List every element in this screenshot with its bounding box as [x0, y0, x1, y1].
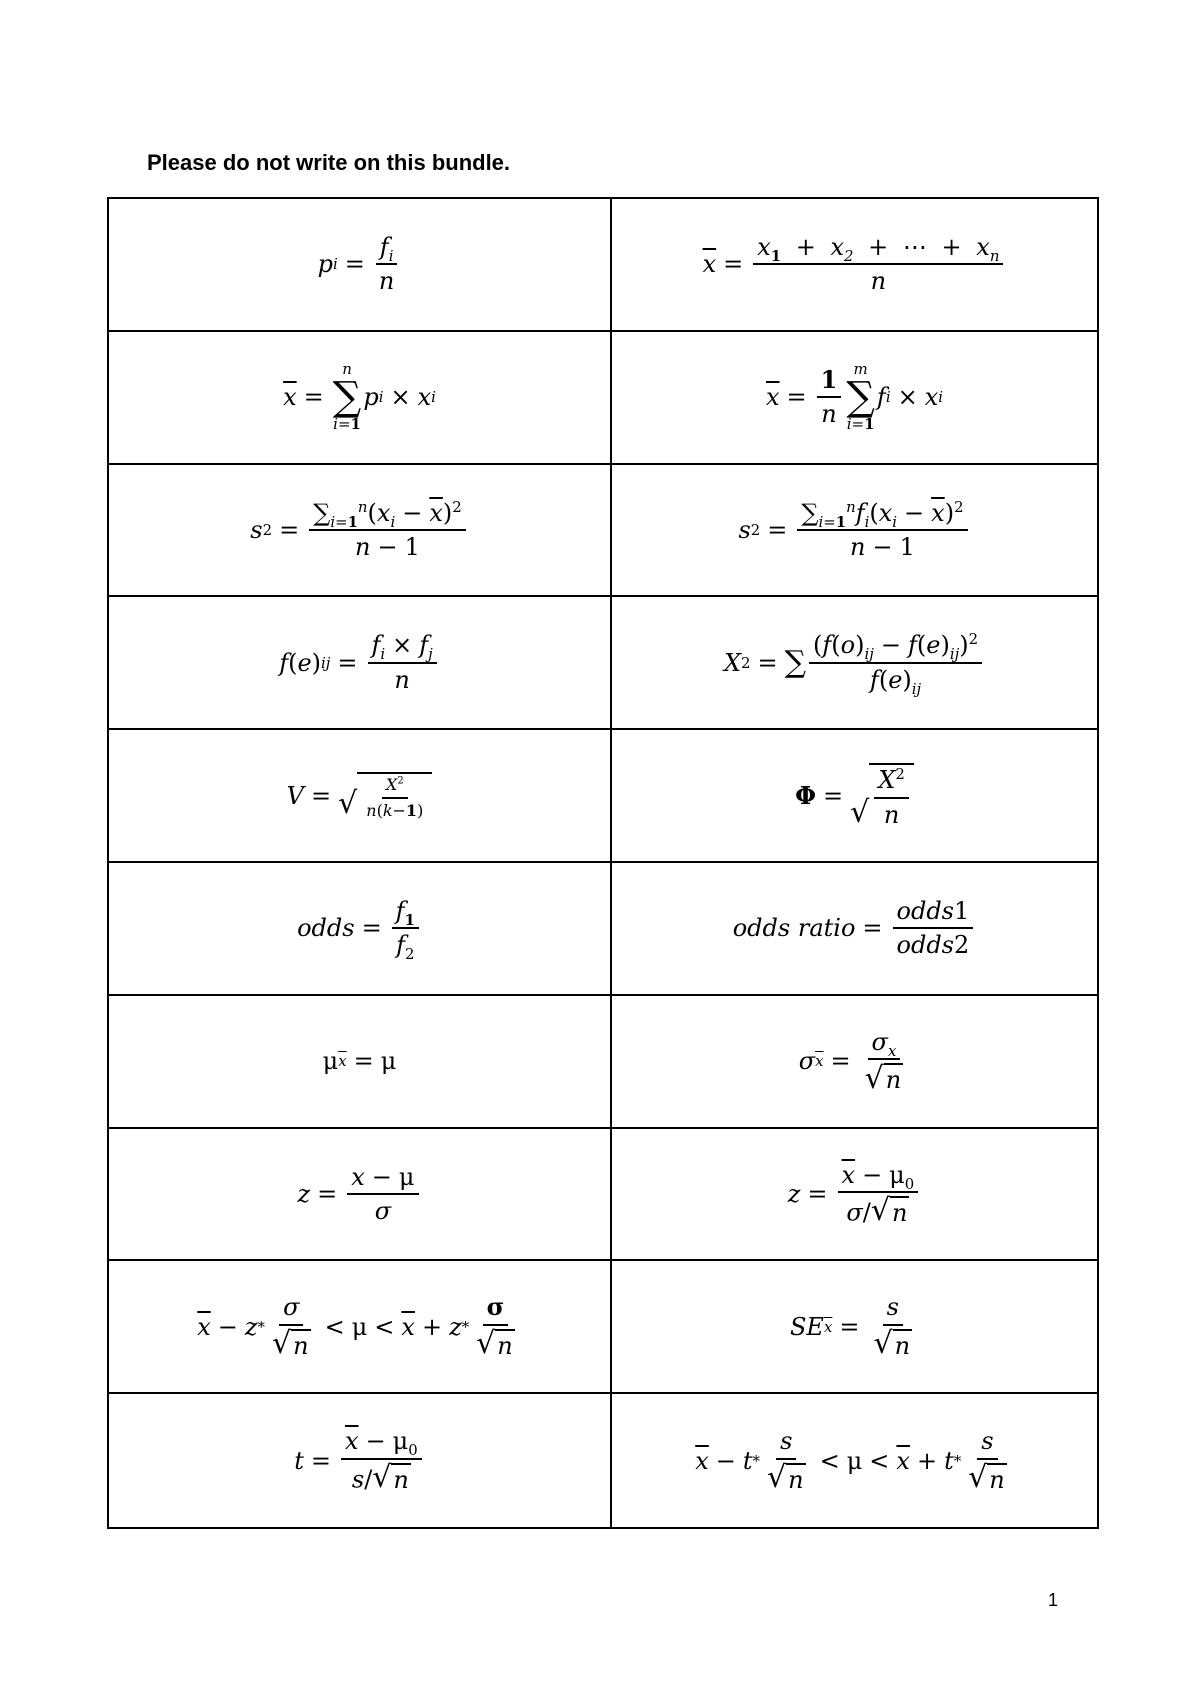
formula-cell: [612, 332, 1097, 465]
page-heading: Please do not write on this bundle.: [147, 150, 511, 175]
formula-cell: [612, 730, 1097, 863]
formula-cell: [109, 730, 612, 863]
formula-cell: [612, 1129, 1097, 1262]
formula: z = $\frac{x - \mu}{\sigma}$: [297, 1164, 421, 1225]
formula-cell: [612, 1261, 1097, 1394]
formula-cell: [109, 597, 612, 730]
formula-cell: [612, 597, 1097, 730]
formula: z = $\overline{x} - \mu_0$ σ/ √ n: [788, 1162, 922, 1227]
formula: SE $\overline{x}$ = s √ n: [789, 1293, 911, 1362]
formula-cell: [109, 199, 612, 332]
formula: X 2 = ∑ $\frac{(f(o)_{ij} - f(e)_{ij})^2}{f(e)_{ij}}$: [724, 632, 985, 693]
formula-cell: [612, 863, 1097, 996]
formula-cell: [612, 199, 1097, 332]
formula-cell: [109, 996, 612, 1129]
formula: V = √ $\frac{X^2}{n(k-1)}$: [287, 772, 433, 819]
formula: $\overline{x}$ = $\frac{x_1 + x_2 + \cdots + x_n}{n}$: [703, 234, 1007, 295]
formula-cell: [109, 1261, 612, 1394]
formula-cell: [109, 1129, 612, 1262]
formula: μ $\overline{x}$ = μ: [322, 1047, 397, 1076]
formula-cell: [612, 1394, 1097, 1527]
formula-cell: [109, 863, 612, 996]
formula: σ $\overline{x}$ = $\sigma_x$ √ n: [798, 1027, 902, 1096]
formula: $\overline{x}$ − t * s √ n < μ < $\overline{x}$ + t * s √ n: [695, 1427, 1005, 1495]
formula-cell: [109, 1394, 612, 1527]
page-number: 1: [1048, 1590, 1059, 1610]
formula: $\overline{x}$ = n ∑ i=1 p i × x i: [283, 360, 436, 434]
formula-cell: [109, 465, 612, 598]
formula-table: [107, 197, 1099, 1529]
formula: $\overline{x}$ − z * σ √ n < μ < $\overline{x}$ + z * σ √ n: [197, 1292, 513, 1362]
formula: odds ratio = $\frac{\text{odds1}}{\text{odds2}}$: [733, 898, 977, 959]
formula: $\overline{x}$ = $\frac{1}{n}$ m ∑ i=1 f i × x i: [766, 360, 943, 434]
formula: s 2 = $\frac{\sum_{i=1}^n(x_i - \overline{x})^2}{n - 1}$: [250, 500, 468, 561]
formula: p i = $\frac{f_i}{n}$: [318, 234, 402, 295]
formula: Φ = √ $\frac{X^2}{n}$: [795, 763, 914, 828]
formula: f ( e ) ij = $\frac{f_i \times f_j}{n}$: [279, 632, 440, 693]
formula: odds = $\frac{f_1}{f_2}$: [297, 898, 422, 959]
formula: s 2 = $\frac{\sum_{i=1}^nf_i(x_i - \overline{x})^2}{n - 1}$: [738, 500, 970, 561]
formula-cell: [612, 996, 1097, 1129]
formula-cell: [109, 332, 612, 465]
formula-cell: [612, 465, 1097, 598]
formula: t = $\overline{x} - \mu_0$ s/ √ n: [294, 1428, 425, 1493]
